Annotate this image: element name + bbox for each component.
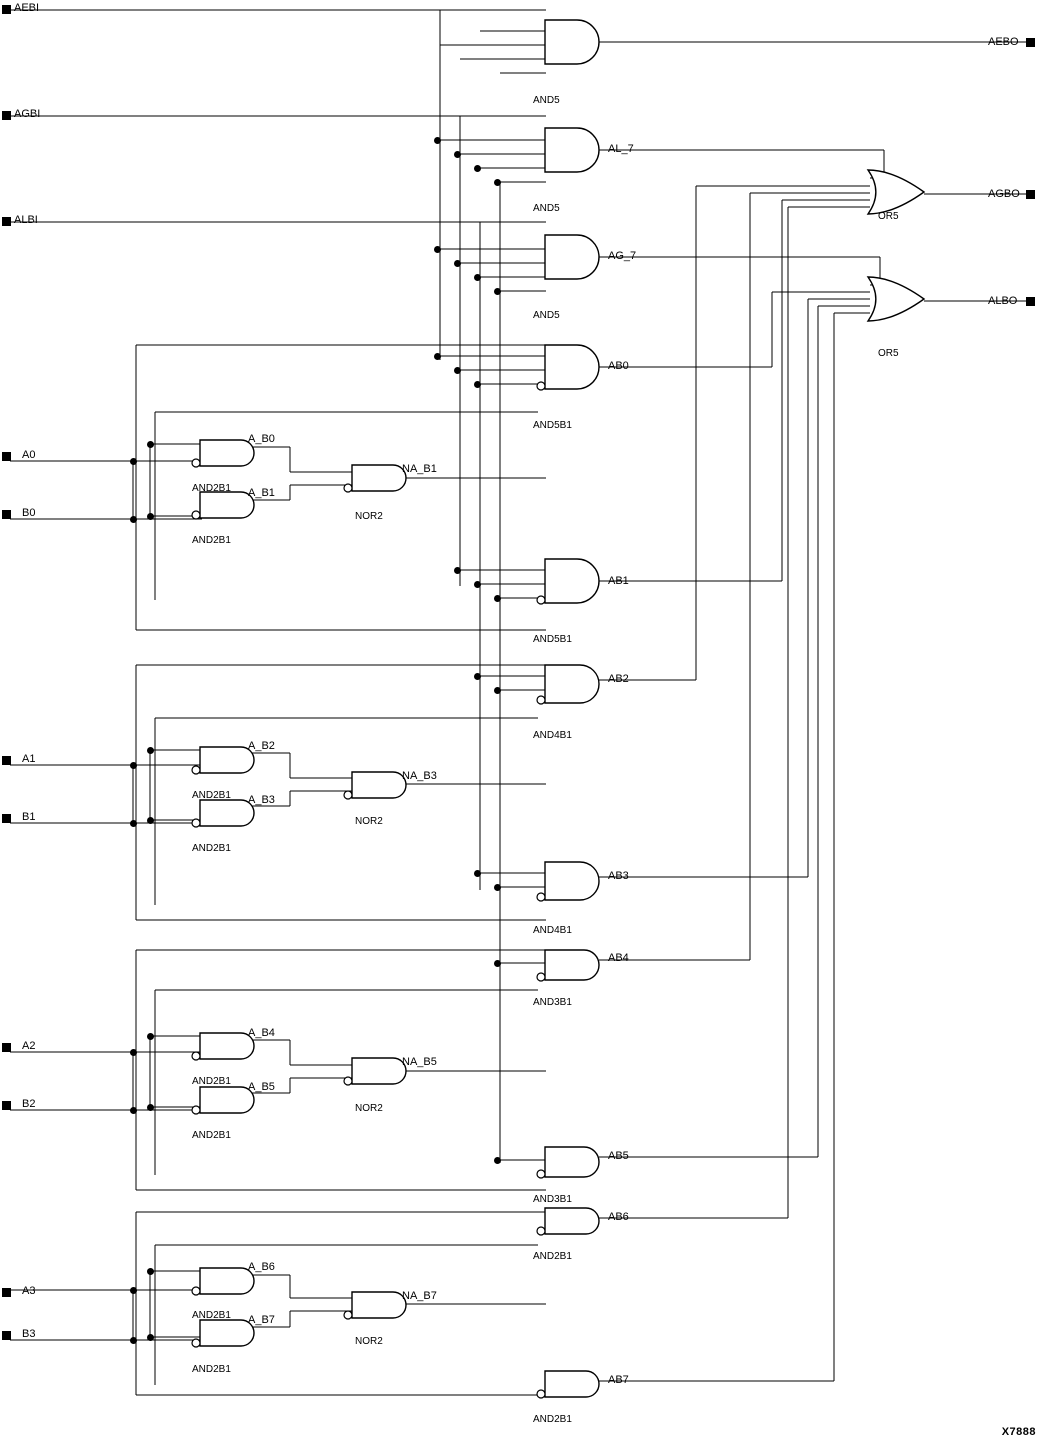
- net-label: AB2: [608, 673, 629, 685]
- junction-dot: [434, 246, 441, 253]
- junction-dot: [494, 288, 501, 295]
- gate-label: AND2B1: [192, 483, 231, 494]
- input-pad[interactable]: [2, 111, 11, 120]
- output-label: ALBO: [988, 295, 1018, 307]
- junction-dot: [130, 762, 137, 769]
- net-label: NA_B7: [402, 1290, 437, 1302]
- gate-and5[interactable]: [545, 235, 613, 281]
- junction-dot: [147, 1033, 154, 1040]
- input-label: AEBI: [14, 2, 40, 14]
- input-label: ALBI: [14, 214, 38, 226]
- gate-label: AND2B1: [533, 1251, 572, 1262]
- gate-label: AND2B1: [192, 1364, 231, 1375]
- input-label: B0: [22, 507, 36, 519]
- junction-dot: [474, 870, 481, 877]
- gate-label: AND2B1: [192, 1310, 231, 1321]
- gate-label: NOR2: [355, 816, 383, 827]
- input-pad[interactable]: [2, 217, 11, 226]
- gate-label: OR5: [878, 211, 899, 222]
- gate-label: AND5B1: [533, 420, 572, 431]
- input-pad[interactable]: [2, 756, 11, 765]
- net-label: AG_7: [608, 250, 637, 262]
- input-label: B3: [22, 1328, 36, 1340]
- gate-and4b1[interactable]: [545, 862, 613, 902]
- gate-label: AND5: [533, 310, 560, 321]
- gate-label: AND2B1: [192, 790, 231, 801]
- junction-dot: [147, 747, 154, 754]
- net-label: A_B4: [248, 1027, 275, 1039]
- junction-dot: [474, 381, 481, 388]
- gate-and5b1[interactable]: [545, 559, 613, 605]
- junction-dot: [454, 367, 461, 374]
- junction-dot: [147, 441, 154, 448]
- gate-and2b1[interactable]: [545, 1371, 613, 1399]
- net-label: A_B3: [248, 794, 275, 806]
- input-label: A0: [22, 449, 36, 461]
- net-label: AB4: [608, 952, 629, 964]
- gate-label: OR5: [878, 348, 899, 359]
- junction-dot: [130, 1107, 137, 1114]
- gate-label: NOR2: [355, 511, 383, 522]
- net-label: A_B5: [248, 1081, 275, 1093]
- junction-dot: [147, 1104, 154, 1111]
- net-label: AB3: [608, 870, 629, 882]
- output-label: AGBO: [988, 188, 1020, 200]
- gate-label: AND2B1: [192, 1076, 231, 1087]
- net-label: NA_B5: [402, 1056, 437, 1068]
- junction-dot: [474, 581, 481, 588]
- gate-label: AND5B1: [533, 634, 572, 645]
- junction-dot: [147, 513, 154, 520]
- gate-label: AND3B1: [533, 997, 572, 1008]
- output-pad[interactable]: [1026, 38, 1035, 47]
- junction-dot: [494, 595, 501, 602]
- junction-dot: [130, 1287, 137, 1294]
- input-pad[interactable]: [2, 1288, 11, 1297]
- gate-label: AND3B1: [533, 1194, 572, 1205]
- gate-and5[interactable]: [545, 128, 613, 174]
- junction-dot: [130, 458, 137, 465]
- net-label: NA_B1: [402, 463, 437, 475]
- junction-dot: [494, 1157, 501, 1164]
- junction-dot: [494, 960, 501, 967]
- input-label: B2: [22, 1098, 36, 1110]
- gate-label: AND2B1: [533, 1414, 572, 1425]
- net-label: A_B1: [248, 487, 275, 499]
- gate-and4b1[interactable]: [545, 665, 613, 705]
- gate-label: AND4B1: [533, 925, 572, 936]
- input-label: AGBI: [14, 108, 41, 120]
- junction-dot: [147, 1268, 154, 1275]
- junction-dot: [434, 353, 441, 360]
- input-label: A3: [22, 1285, 36, 1297]
- junction-dot: [130, 820, 137, 827]
- net-label: A_B2: [248, 740, 275, 752]
- input-pad[interactable]: [2, 814, 11, 823]
- gate-and3b1[interactable]: [545, 1147, 613, 1179]
- output-pad[interactable]: [1026, 297, 1035, 306]
- net-label: AB0: [608, 360, 629, 372]
- gate-label: AND2B1: [192, 535, 231, 546]
- junction-dot: [130, 1049, 137, 1056]
- input-label: A2: [22, 1040, 36, 1052]
- gate-label: AND4B1: [533, 730, 572, 741]
- gate-label: NOR2: [355, 1336, 383, 1347]
- junction-dot: [454, 260, 461, 267]
- junction-dot: [434, 137, 441, 144]
- gate-label: AND2B1: [192, 1130, 231, 1141]
- junction-dot: [494, 687, 501, 694]
- gate-and5b1[interactable]: [545, 345, 613, 391]
- junction-dot: [130, 1337, 137, 1344]
- junction-dot: [474, 274, 481, 281]
- net-label: AB5: [608, 1150, 629, 1162]
- junction-dot: [130, 516, 137, 523]
- input-label: A1: [22, 753, 36, 765]
- net-label: A_B6: [248, 1261, 275, 1273]
- gate-label: AND5: [533, 95, 560, 106]
- net-label: AL_7: [608, 143, 634, 155]
- junction-dot: [147, 1334, 154, 1341]
- junction-dot: [474, 165, 481, 172]
- net-label: A_B7: [248, 1314, 275, 1326]
- gate-and2b1[interactable]: [545, 1208, 613, 1236]
- junction-dot: [474, 673, 481, 680]
- output-pad[interactable]: [1026, 190, 1035, 199]
- gate-and3b1[interactable]: [545, 950, 613, 982]
- net-label: AB7: [608, 1374, 629, 1386]
- input-pad[interactable]: [2, 5, 11, 14]
- input-label: B1: [22, 811, 36, 823]
- gate-label: AND2B1: [192, 843, 231, 854]
- input-pad[interactable]: [2, 1043, 11, 1052]
- net-label: AB6: [608, 1211, 629, 1223]
- net-label: AB1: [608, 575, 629, 587]
- gate-and5[interactable]: [545, 20, 613, 66]
- gate-label: AND5: [533, 203, 560, 214]
- junction-dot: [494, 179, 501, 186]
- net-label: NA_B3: [402, 770, 437, 782]
- gate-label: NOR2: [355, 1103, 383, 1114]
- output-label: AEBO: [988, 36, 1019, 48]
- input-pad[interactable]: [2, 1101, 11, 1110]
- junction-dot: [494, 884, 501, 891]
- junction-dot: [454, 151, 461, 158]
- input-pad[interactable]: [2, 1331, 11, 1340]
- input-pad[interactable]: [2, 452, 11, 461]
- junction-dot: [147, 817, 154, 824]
- gate-or5[interactable]: [868, 277, 938, 323]
- drawing-number: X7888: [1001, 1426, 1036, 1438]
- input-pad[interactable]: [2, 510, 11, 519]
- junction-dot: [454, 567, 461, 574]
- net-label: A_B0: [248, 433, 275, 445]
- gate-or5[interactable]: [868, 170, 938, 216]
